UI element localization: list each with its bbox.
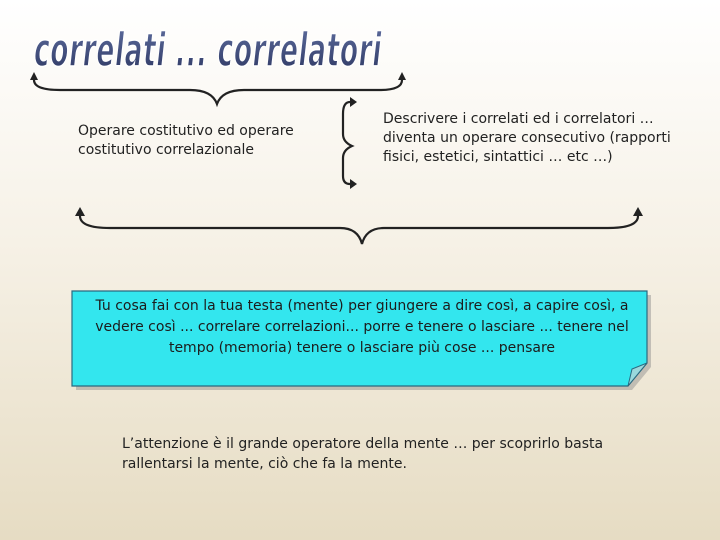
left-text: Operare costitutivo ed operare costitutivo correlazionale	[78, 123, 294, 158]
right-text: Descrivere i correlati ed i correlatori … diventa un operare consecutivo (rapporti fisici, estetici, sintattici … etc …)	[383, 111, 671, 165]
bottom-text: L’attenzione è il grande operatore della mente … per scoprirlo basta rallentarsi la mente, ciò che fa la mente.	[122, 436, 604, 472]
brace-vertical-arrow-bottom	[350, 179, 357, 189]
title: correlati ... correlatori	[34, 23, 383, 77]
brace-vertical-arrow-top	[350, 97, 357, 107]
note-text: Tu cosa fai con la tua testa (mente) per giungere a dire così, a capire così, a vedere così ... correlare correlazioni... porre e tenere o lasciare ... tenere nel tempo (memoria) tenere o lasciare più cose ... pensare	[95, 298, 629, 356]
brace-middle-arrow-left	[75, 207, 85, 216]
brace-top	[34, 80, 402, 104]
brace-middle-arrow-right	[633, 207, 643, 216]
brace-middle	[80, 216, 638, 244]
brace-top-arrow-right	[398, 72, 406, 80]
brace-vertical	[343, 102, 352, 184]
